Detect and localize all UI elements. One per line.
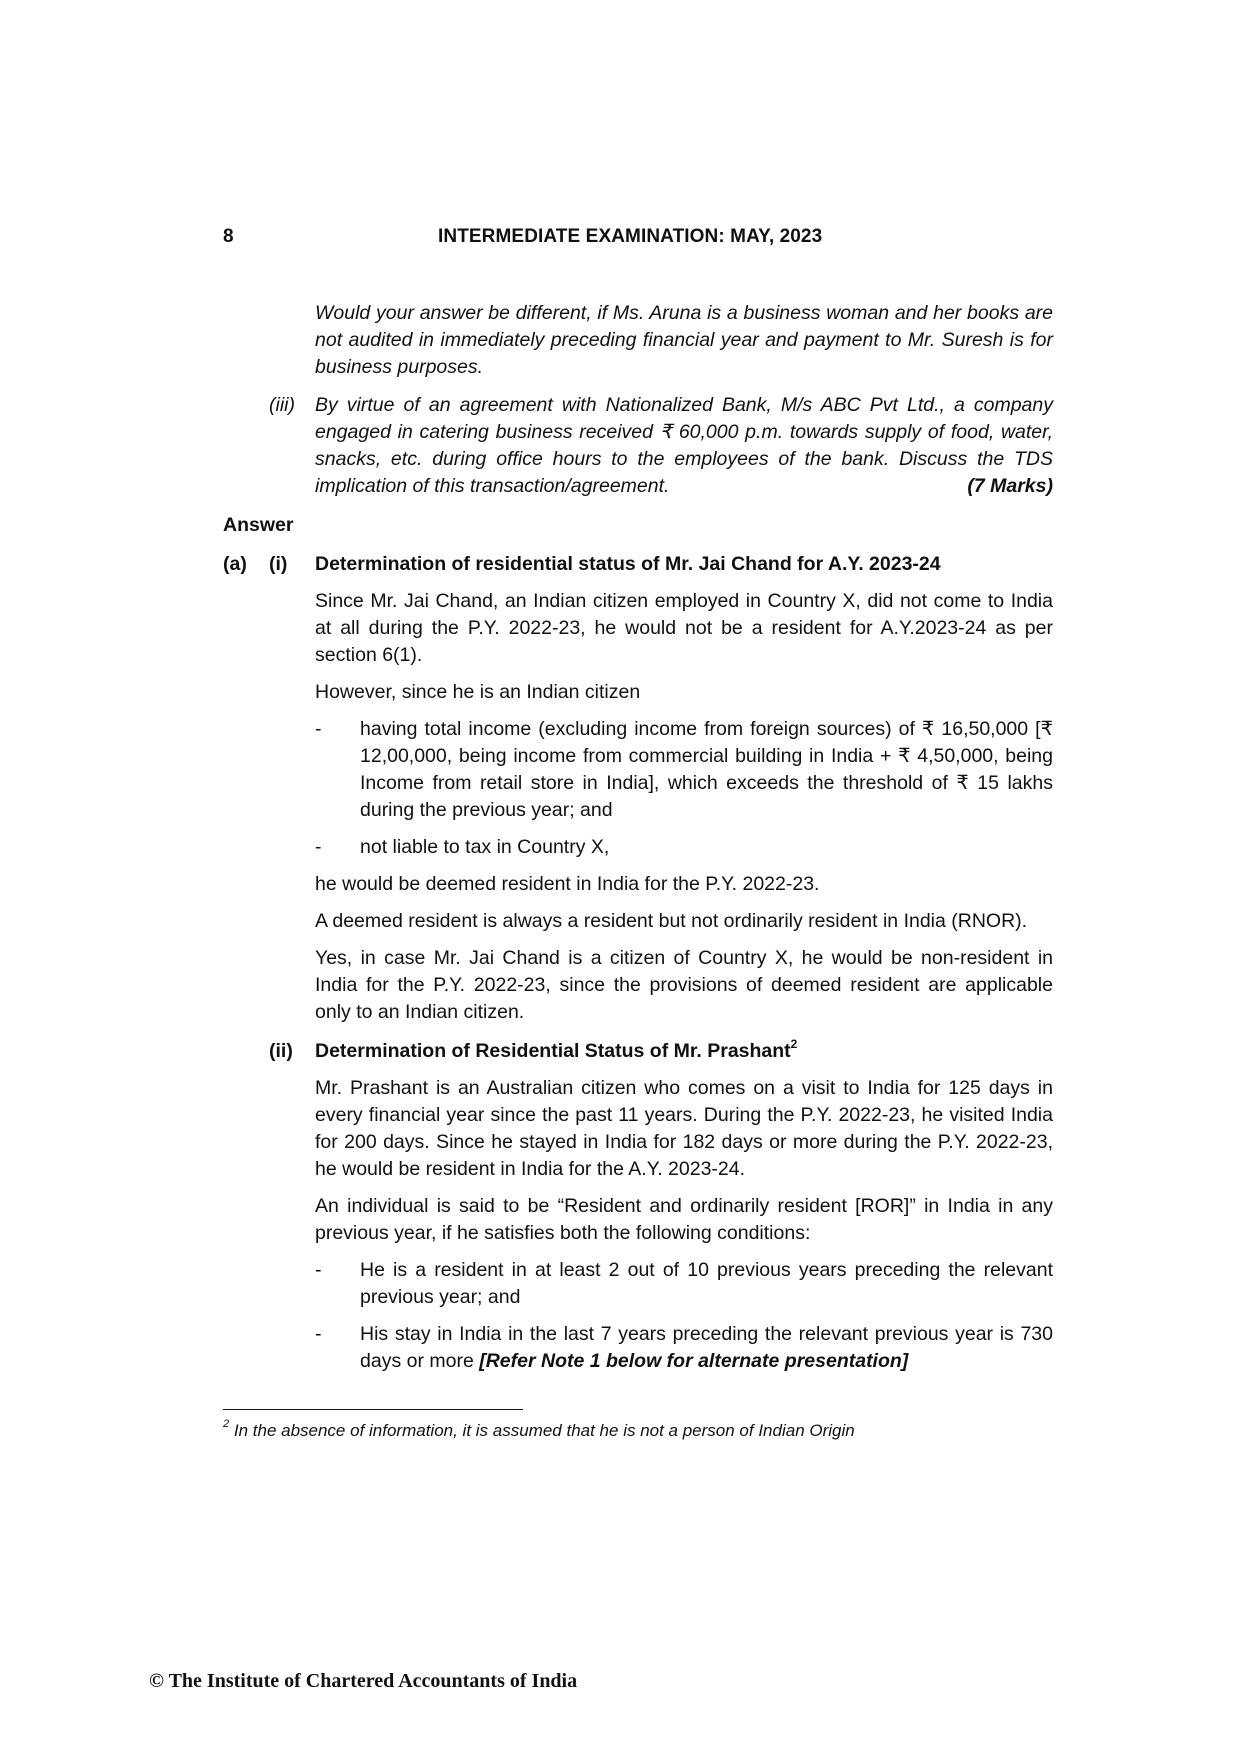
footnote-divider — [223, 1409, 523, 1410]
sub-ii-label: (ii) — [269, 1040, 293, 1062]
question-iii-label: (iii) — [269, 394, 295, 416]
sub-i-para-1: Since Mr. Jai Chand, an Indian citizen employed in Country X, did not come to India at all during the P.Y. 2022-23, he would not be a resident for A.Y.2023-24 as per section 6(1). — [315, 590, 1053, 666]
sub-ii-heading: Determination of Residential Status of Mr. Prashant — [315, 1040, 791, 1062]
exam-title: INTERMEDIATE EXAMINATION: MAY, 2023 — [438, 226, 823, 247]
sub-ii-bullet-1 — [315, 1257, 1053, 1311]
bullet-dash: - — [315, 1323, 322, 1345]
sub-i-para-2: However, since he is an Indian citizen — [315, 681, 641, 703]
page-number: 8 — [223, 226, 234, 247]
page-header — [223, 226, 1053, 252]
sub-ii-bullet-2-text — [360, 1321, 1053, 1375]
bullet-dash: - — [315, 836, 322, 858]
footnote-reference: 2 — [790, 1036, 798, 1051]
footnote-number: 2 — [223, 1418, 230, 1431]
sub-ii-heading-row — [269, 1036, 1053, 1065]
bullet-dash: - — [315, 718, 322, 740]
question-iii — [269, 392, 1053, 500]
sub-i-bullet-2-text: not liable to tax in Country X, — [360, 836, 610, 858]
part-a-label: (a) — [223, 553, 247, 575]
sub-i-bullet-2 — [315, 834, 1053, 861]
sub-i-heading: Determination of residential status of Mr. Jai Chand for A.Y. 2023-24 — [315, 553, 941, 575]
sub-ii-bullet-2 — [315, 1321, 1053, 1375]
sub-i-para-4: A deemed resident is always a resident but not ordinarily resident in India (RNOR). — [315, 910, 1028, 932]
page-content — [223, 300, 1053, 1375]
sub-ii-bullet-2-body: His stay in India in the last 7 years preceding the relevant previous year is 730 days or more — [360, 1323, 1053, 1372]
question-iii-text — [315, 392, 1053, 500]
alternate-presentation-note: [Refer Note 1 below for alternate presentation] — [479, 1350, 909, 1372]
sub-ii-para-1: Mr. Prashant is an Australian citizen who comes on a visit to India for 125 days in every financial year since the past 11 years. During the P.Y. 2022-23, he visited India for 200 days. Since he stayed in India for 182 days or more during the P.Y. 2022-23, he would be resident in India for the A.Y. 2023-24. — [315, 1077, 1053, 1180]
footnote-text: In the absence of information, it is assumed that he is not a person of Indian Origin — [233, 1421, 855, 1440]
footnote — [223, 1418, 855, 1441]
bullet-dash: - — [315, 1259, 322, 1281]
sub-i-heading-row — [223, 551, 1053, 578]
sub-i-label: (i) — [269, 553, 288, 575]
sub-i-bullet-1 — [315, 716, 1053, 824]
copyright-footer: © The Institute of Chartered Accountants of India — [149, 1670, 578, 1692]
sub-i-bullet-1-text: having total income (excluding income from foreign sources) of ₹ 16,50,000 [₹ 12,00,000, being income from commercial building in India + ₹ 4,50,000, being Income from retail store in India], which exceeds the threshold of ₹ 15 lakhs during the previous year; and — [360, 718, 1053, 821]
sub-ii-bullet-1-text: He is a resident in at least 2 out of 10 previous years preceding the relevant previous year; and — [360, 1259, 1053, 1308]
sub-i-para-5: Yes, in case Mr. Jai Chand is a citizen of Country X, he would be non-resident in India for the P.Y. 2022-23, since the provisions of deemed resident are applicable only to an Indian citizen. — [315, 947, 1053, 1023]
sub-i-para-3: he would be deemed resident in India for the P.Y. 2022-23. — [315, 873, 820, 895]
sub-ii-para-2: An individual is said to be “Resident and ordinarily resident [ROR]” in India in any previous year, if he satisfies both the following conditions: — [315, 1195, 1053, 1244]
answer-heading: Answer — [223, 514, 294, 536]
question-continuation: Would your answer be different, if Ms. Aruna is a business woman and her books are not audited in immediately preceding financial year and payment to Mr. Suresh is for business purposes. — [315, 302, 1053, 378]
marks-label: (7 Marks) — [967, 475, 1053, 497]
question-iii-body: By virtue of an agreement with Nationalized Bank, M/s ABC Pvt Ltd., a company engaged in catering business received ₹ 60,000 p.m. towards supply of food, water, snacks, etc. during office hours to the employees of the bank. Discuss the TDS implication of this transaction/agreement. — [315, 394, 1053, 497]
